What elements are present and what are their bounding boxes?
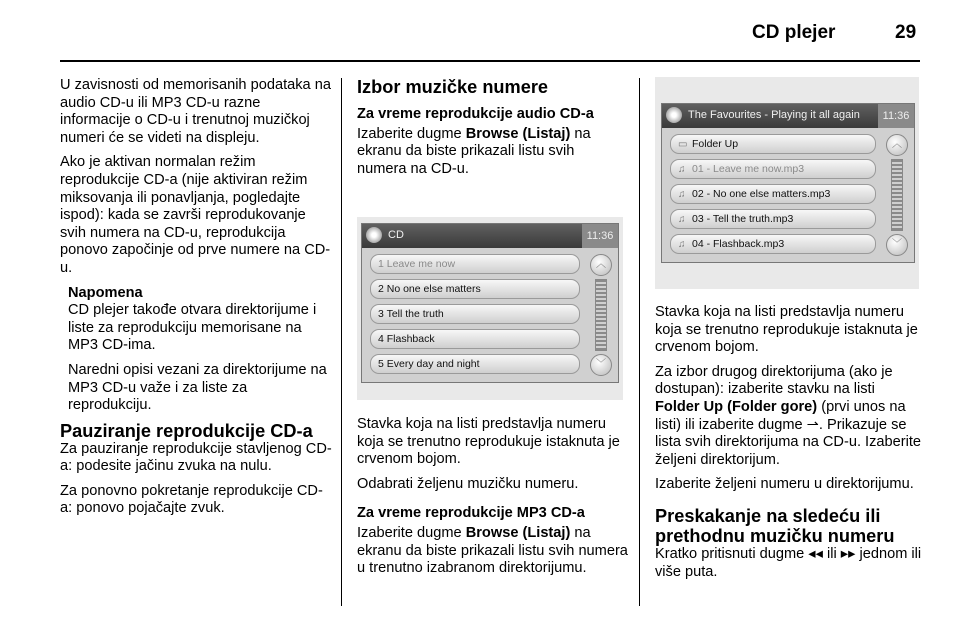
cd-screen bbox=[361, 223, 619, 383]
scroll-up-icon[interactable]: ︿ bbox=[886, 134, 908, 156]
paragraph: Za izbor drugog direktorijuma (ako je dostupan): izaberite stavku na listi Folder Up (Folder gore) (prvi unos na listi) ili izaberite dugme ⇀. Prikazuje se lista svih direktorijuma na CD-u. Izaberite željeni direktorijum. bbox=[655, 363, 922, 468]
paragraph: Odabrati željenu muzičku numeru. bbox=[357, 475, 579, 492]
music-note-icon: ♫ bbox=[678, 189, 686, 200]
scroll-up-icon[interactable]: ︿ bbox=[590, 254, 612, 276]
paragraph: Za ponovno pokretanje reprodukcije CD-a: ponovo pojačajte zvuk. bbox=[60, 482, 323, 517]
note-paragraph: CD plejer takođe otvara direktorijume i liste za reprodukciju memorisane na MP3 CD-ima. bbox=[68, 302, 317, 354]
paragraph: Stavka koja na listi predstavlja numeru koja se trenutno reprodukuje istaknuta je crvenom bojom. bbox=[655, 304, 918, 356]
screen-figure bbox=[655, 77, 919, 289]
scrollbar[interactable] bbox=[590, 254, 612, 376]
column-divider bbox=[341, 78, 342, 606]
section-heading: Izbor muzičke numere bbox=[357, 77, 549, 97]
page-number: 29 bbox=[895, 22, 917, 43]
scroll-track[interactable] bbox=[891, 159, 903, 231]
paragraph: Izaberite dugme Browse (Listaj) na ekranu da biste prikazali listu svih numera na CD-u. bbox=[357, 125, 591, 177]
scroll-down-icon[interactable]: ﹀ bbox=[886, 234, 908, 256]
section-heading: Pauziranje reprodukcije CD-a bbox=[60, 420, 313, 441]
paragraph: U zavisnosti od memorisanih podataka na audio CD-u ili MP3 CD-u razne informacije o CD-u i trenutnoj muzičkoj numeri će se videti na displeju. bbox=[60, 77, 331, 146]
track-item[interactable]: 5 Every day and night bbox=[370, 354, 580, 374]
folder-up-item[interactable]: ▭ Folder Up bbox=[670, 134, 876, 154]
subsection-heading: Za vreme reprodukcije audio CD-a bbox=[357, 106, 594, 122]
browse-button-ref: Browse (Listaj) bbox=[465, 125, 571, 142]
disc-icon bbox=[366, 227, 382, 243]
screen-title-bar bbox=[362, 224, 618, 248]
note-paragraph: Naredni opisi vezani za direktorijume na MP3 CD-u važe i za liste za reprodukciju. bbox=[68, 361, 327, 414]
track-list bbox=[370, 254, 580, 379]
browse-button-ref: Browse (Listaj) bbox=[465, 524, 571, 541]
track-item[interactable]: 4 Flashback bbox=[370, 329, 580, 349]
note-title: Napomena bbox=[68, 284, 143, 301]
note-box bbox=[60, 285, 332, 415]
track-item[interactable]: 3 Tell the truth bbox=[370, 304, 580, 324]
page-header-title: CD plejer bbox=[752, 22, 836, 43]
paragraph: Za pauziranje reprodukcije stavljenog CD-a: podesite jačinu zvuka na nulu. bbox=[60, 440, 332, 475]
music-note-icon: ♫ bbox=[678, 239, 686, 250]
file-item[interactable]: ♫ 02 - No one else matters.mp3 bbox=[670, 184, 876, 204]
subsection-heading: Za vreme reprodukcije MP3 CD-a bbox=[357, 505, 585, 522]
paragraph: Kratko pritisnuti dugme ◂◂ ili ▸▸ jednom ili više puta. bbox=[655, 545, 922, 580]
paragraph: Stavka koja na listi predstavlja numeru koja se trenutno reprodukuje istaknuta je crvenom bojom. bbox=[357, 416, 620, 468]
folder-icon: ▭ bbox=[678, 139, 688, 150]
column-middle-lower bbox=[357, 416, 629, 585]
file-list bbox=[670, 134, 876, 259]
scroll-down-icon[interactable]: ﹀ bbox=[590, 354, 612, 376]
file-item[interactable]: ♫ 04 - Flashback.mp3 bbox=[670, 234, 876, 254]
clock: 11:36 bbox=[878, 104, 914, 128]
column-right bbox=[655, 304, 923, 588]
paragraph: Izaberite željeni numeru u direktorijumu. bbox=[655, 476, 914, 493]
paragraph: Ako je aktivan normalan režim reprodukcije CD-a (nije aktiviran režim miksovanja ili ponavljanja, pogledajte ispod): kada se završi reprodukovanje svih numera na CD-u, reprodukcija ponovo započinje od prve numere na CD-u. bbox=[60, 154, 331, 276]
column-left bbox=[60, 77, 332, 525]
scroll-track[interactable] bbox=[595, 279, 607, 351]
mp3-screen bbox=[661, 103, 915, 263]
column-divider bbox=[639, 78, 640, 606]
header-divider bbox=[60, 60, 920, 62]
disc-icon bbox=[666, 107, 682, 123]
column-middle bbox=[357, 77, 625, 185]
folder-up-ref: Folder Up (Folder gore) bbox=[655, 398, 818, 415]
screen-figure bbox=[357, 217, 623, 400]
track-item[interactable]: 1 Leave me now bbox=[370, 254, 580, 274]
screen-title-bar bbox=[662, 104, 914, 128]
section-heading: Preskakanje na sledeću ili prethodnu muzičku numeru bbox=[655, 505, 895, 546]
paragraph: Izaberite dugme Browse (Listaj) na ekranu da biste prikazali listu svih numera u trenutno izabranom direktorijumu. bbox=[357, 524, 628, 577]
file-item[interactable]: ♫ 03 - Tell the truth.mp3 bbox=[670, 209, 876, 229]
screen-title: The Favourites - Playing it all again bbox=[688, 109, 860, 121]
track-item[interactable]: 2 No one else matters bbox=[370, 279, 580, 299]
music-note-icon: ♫ bbox=[678, 214, 686, 225]
screen-title: CD bbox=[388, 229, 404, 241]
music-note-icon: ♫ bbox=[678, 164, 686, 175]
scrollbar[interactable] bbox=[886, 134, 908, 256]
clock: 11:36 bbox=[582, 224, 618, 248]
file-item[interactable]: ♫ 01 - Leave me now.mp3 bbox=[670, 159, 876, 179]
